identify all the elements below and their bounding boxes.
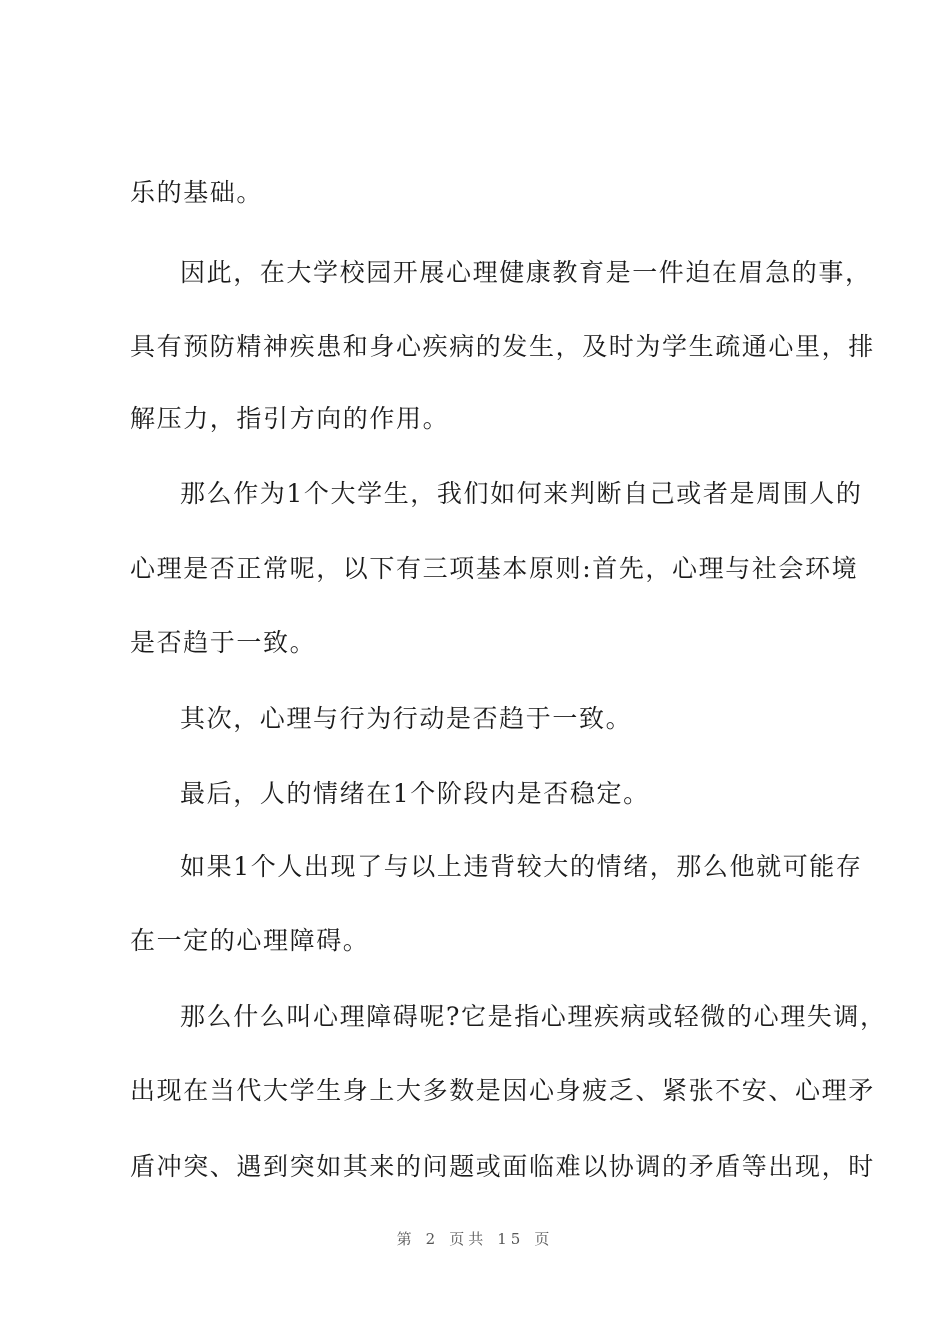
footer-suffix: 页 bbox=[534, 1230, 554, 1248]
text-line: 出现在当代大学生身上大多数是因心身疲乏、紧张不安、心理矛 bbox=[130, 1076, 875, 1105]
text-line: 盾冲突、遇到突如其来的问题或面临难以协调的矛盾等出现，时 bbox=[130, 1152, 875, 1181]
text-line: 那么什么叫心理障碍呢?它是指心理疾病或轻微的心理失调， bbox=[180, 1002, 887, 1031]
footer-prefix: 第 bbox=[396, 1230, 416, 1248]
footer-page-number: 2 bbox=[425, 1230, 440, 1248]
footer-total-pages: 15 bbox=[497, 1230, 525, 1248]
text-line: 乐的基础。 bbox=[130, 178, 264, 207]
page-footer bbox=[0, 1228, 950, 1249]
text-line: 心理是否正常呢，以下有三项基本原则:首先，心理与社会环境 bbox=[130, 554, 859, 583]
text-line: 其次，心理与行为行动是否趋于一致。 bbox=[180, 704, 633, 733]
footer-middle: 页共 bbox=[449, 1230, 488, 1248]
text-line: 是否趋于一致。 bbox=[130, 628, 317, 657]
text-line: 那么作为1个大学生，我们如何来判断自己或者是周围人的 bbox=[180, 479, 863, 508]
text-line: 具有预防精神疾患和身心疾病的发生，及时为学生疏通心里，排 bbox=[130, 332, 875, 361]
text-line: 最后，人的情绪在1个阶段内是否稳定。 bbox=[180, 779, 650, 808]
text-line: 解压力，指引方向的作用。 bbox=[130, 404, 450, 433]
text-line: 因此，在大学校园开展心理健康教育是一件迫在眉急的事， bbox=[180, 258, 872, 287]
text-line: 如果1个人出现了与以上违背较大的情绪，那么他就可能存 bbox=[180, 852, 863, 881]
text-line: 在一定的心理障碍。 bbox=[130, 926, 370, 955]
